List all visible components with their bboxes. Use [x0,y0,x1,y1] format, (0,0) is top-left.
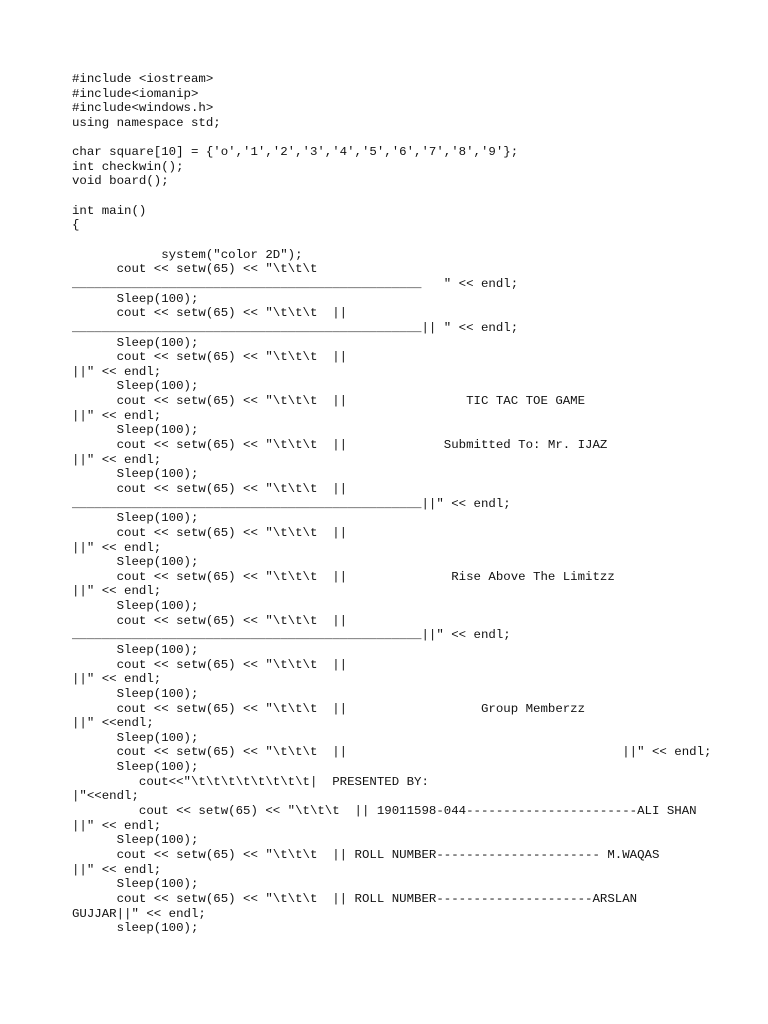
code-line: ||" << endl; [72,540,162,555]
code-line: ||" << endl; [72,862,162,877]
code-line: ||" << endl; [72,584,162,599]
code-line: cout << setw(65) << "\t\t\t || [72,657,348,672]
code-line: _______________________________________________||" << endl; [72,628,511,643]
code-line: int main() [72,203,147,218]
code-line: #include <iostream> [72,72,214,86]
code-line: cout << setw(65) << "\t\t\t || Submitted To: Mr. IJAZ [72,438,608,453]
code-line [72,233,732,248]
code-line: |"<<endl; [72,789,139,804]
code-line: cout << setw(65) << "\t\t\t || [72,613,348,628]
code-line: cout << setw(65) << "\t\t\t || Group Memberzz [72,701,586,716]
code-line: int checkwin(); [72,159,184,174]
code-line: cout << setw(65) << "\t\t\t || [72,525,348,540]
code-line: { [72,218,80,233]
code-line: _______________________________________________|| " << endl; [72,320,519,335]
code-line: Sleep(100); [72,423,199,438]
code-line: cout << setw(65) << "\t\t\t || Rise Above The Limitzz [72,569,615,584]
code-line: #include<windows.h> [72,101,214,116]
source-code-listing [72,72,732,936]
code-line: Sleep(100); [72,379,199,394]
code-line: cout << setw(65) << "\t\t\t || ROLL NUMBER---------------------ARSLAN [72,891,638,906]
code-line: Sleep(100); [72,555,199,570]
code-line: ||" << endl; [72,364,162,379]
code-line: Sleep(100); [72,760,199,775]
code-line: Sleep(100); [72,467,199,482]
code-line: _______________________________________________ " << endl; [72,276,519,291]
code-line: cout << setw(65) << "\t\t\t || 19011598-044-----------------------ALI SHAN [72,804,697,819]
code-line: _______________________________________________||" << endl; [72,496,511,511]
code-line: cout << setw(65) << "\t\t\t || TIC TAC TOE GAME [72,394,586,409]
code-line: ||" << endl; [72,452,162,467]
code-line [72,189,732,204]
code-line: ||" <<endl; [72,716,154,731]
code-line: char square[10] = {'o','1','2','3','4','5','6','7','8','9'}; [72,145,519,160]
code-line: sleep(100); [72,921,199,936]
code-line: cout << setw(65) << "\t\t\t || [72,306,348,321]
code-line: cout << setw(65) << "\t\t\t || [72,350,348,365]
code-line: GUJJAR||" << endl; [72,906,206,921]
code-line: void board(); [72,174,169,189]
code-line: cout << setw(65) << "\t\t\t || [72,481,348,496]
code-line: ||" << endl; [72,672,162,687]
code-line: system("color 2D"); [72,247,303,262]
code-line: ||" << endl; [72,818,162,833]
code-line: cout<<"\t\t\t\t\t\t\t\t| PRESENTED BY: [72,774,429,789]
code-line: Sleep(100); [72,730,199,745]
code-line: Sleep(100); [72,642,199,657]
code-line: Sleep(100); [72,877,199,892]
code-line: using namespace std; [72,115,221,130]
code-line: Sleep(100); [72,335,199,350]
code-line: Sleep(100); [72,291,199,306]
code-line: Sleep(100); [72,833,199,848]
code-line: ||" << endl; [72,408,162,423]
code-line: cout << setw(65) << "\t\t\t || ||" << endl; [72,745,712,760]
code-line: Sleep(100); [72,599,199,614]
code-line: Sleep(100); [72,511,199,526]
code-line: cout << setw(65) << "\t\t\t [72,262,318,277]
code-line: #include<iomanip> [72,86,199,101]
code-line: Sleep(100); [72,686,199,701]
code-line: cout << setw(65) << "\t\t\t || ROLL NUMBER---------------------- M.WAQAS [72,847,660,862]
code-line [72,131,732,146]
